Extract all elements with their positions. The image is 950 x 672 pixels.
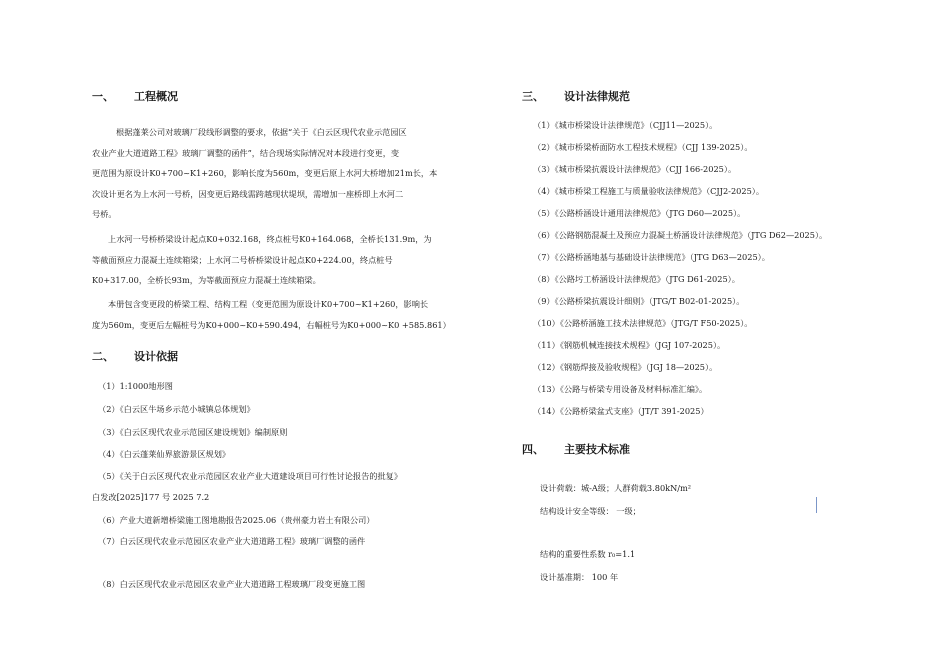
section-4-heading xyxy=(522,441,630,457)
standard-item: （13）《公路与桥梁专用设备及材料标准汇编》。 xyxy=(533,384,708,394)
section-3-heading xyxy=(522,88,630,104)
section-4-title: 主要技术标准 xyxy=(564,443,630,456)
paragraph-line: 农业产业大道道路工程》玻璃厂调整的函件”，结合现场实际情况对本段进行变更，变 xyxy=(92,147,400,158)
standard-item: （4）《城市桥梁工程施工与质量验收法律规范》（CJJ2-2025）。 xyxy=(533,186,765,196)
basis-item: （3）《白云区现代农业示范园区建设规划》编制原则 xyxy=(98,427,288,437)
basis-item: （7）白云区现代农业示范园区农业产业大道道路工程》玻璃厂调整的函件 xyxy=(98,536,366,546)
standard-item: （9）《公路桥梁抗震设计细则》（JTG/T B02-01-2025）。 xyxy=(533,296,745,306)
paragraph-line: 等截面预应力混凝土连续箱梁；上水河二号桥桥梁设计起点K0+224.00，终点桩号 xyxy=(92,254,393,265)
section-4-number: 四、 xyxy=(522,443,544,456)
section-1-paragraph-1 xyxy=(92,122,437,225)
paragraph-line: 根据蓬莱公司对玻璃厂段线形调整的要求，依据“关于《白云区现代农业示范园区 xyxy=(116,127,407,137)
section-3-number: 三、 xyxy=(522,90,544,103)
standard-item: （14）《公路桥梁盆式支座》（JT/T 391-2025） xyxy=(533,406,709,416)
basis-item: （2）《白云区牛场乡示范小城镇总体规划》 xyxy=(98,404,255,414)
basis-item: （6）产业大道新增桥梁施工图地勘报告2025.06（贵州豪力岩土有限公司） xyxy=(98,515,375,525)
standard-item: （7）《公路桥涵地基与基础设计法律规范》（JTG D63—2025）。 xyxy=(533,252,770,262)
section-2-number: 二、 xyxy=(92,350,114,363)
section-1-paragraph-2 xyxy=(92,229,432,291)
standard-item: （3）《城市桥梁抗震设计法律规范》（CJJ 166-2025）。 xyxy=(533,164,737,174)
paragraph-line: K0+317.00，全桥长93m，为等截面预应力混凝土连续箱梁。 xyxy=(92,275,321,285)
standard-item: （8）《公路圬工桥涵设计法律规范》（JTG D61-2025）。 xyxy=(533,274,740,284)
standard-item: （11）《钢筋机械连接技术规程》（JGJ 107-2025）。 xyxy=(533,340,726,350)
section-2-heading xyxy=(92,348,178,364)
paragraph-line: 上水河一号桥桥梁设计起点K0+032.168，终点桩号K0+164.068，全桥长131.9m，为 xyxy=(108,234,432,244)
paragraph-line: 次设计更名为上水河一号桥，因变更后路线需跨越现状堤坝，需增加一座桥即上水河二 xyxy=(92,188,404,199)
standard-item: （2）《城市桥梁桥面防水工程技术规程》（CJJ 139-2025）。 xyxy=(533,142,753,152)
basis-item: （5）《关于白云区现代农业示范园区农业产业大道建设项目可行性讨论报告的批复》 xyxy=(98,471,403,481)
standard-item: （1）《城市桥梁设计法律规范》（CJJ11—2025）。 xyxy=(533,120,718,130)
basis-item: （4）《白云蓬莱仙界旅游景区规划》 xyxy=(98,449,231,459)
tech-standard-safety-grade: 结构设计安全等级： 一级； xyxy=(540,506,641,516)
paragraph-line: 更范围为原设计K0+700~K1+260，影响长度为560m，变更后原上水河大桥增加21m长，本 xyxy=(92,168,438,178)
basis-item: （1）1:1000地形图 xyxy=(98,381,173,391)
basis-item-continuation: 白发改[2025]177 号 2025 7.2 xyxy=(92,492,210,502)
standard-item: （10）《公路桥涵施工技术法律规范》（JTG/T F50-2025）。 xyxy=(533,318,753,328)
section-1-paragraph-3 xyxy=(92,294,451,335)
standard-item: （5）《公路桥涵设计通用法律规范》（JTG D60—2025）。 xyxy=(533,208,746,218)
tech-standard-importance-factor: 结构的重要性系数 r₀=1.1 xyxy=(540,549,636,559)
section-3-title: 设计法律规范 xyxy=(564,90,630,103)
standard-item: （6）《公路钢筋混凝土及预应力混凝土桥涵设计法律规范》（JTG D62—2025）。 xyxy=(533,230,828,240)
text-cursor[interactable] xyxy=(816,497,817,513)
paragraph-line: 号桥。 xyxy=(92,209,117,219)
tech-standard-design-period: 设计基准期： 100 年 xyxy=(540,572,619,582)
tech-standard-design-load: 设计荷载：城-A级；人群荷载3.80kN/m² xyxy=(540,483,692,493)
basis-item: （8）白云区现代农业示范园区农业产业大道道路工程玻璃厂段变更施工图 xyxy=(98,579,366,589)
standard-item: （12）《钢筋焊接及验收规程》（JGJ 18—2025）。 xyxy=(533,362,718,372)
paragraph-line: 度为560m，变更后左幅桩号为K0+000~K0+590.494，右幅桩号为K0+000~K0 +585.861） xyxy=(92,319,451,330)
paragraph-line: 本册包含变更段的桥梁工程、结构工程（变更范围为原设计K0+700~K1+260，影响长 xyxy=(108,299,429,309)
section-1-title: 工程概况 xyxy=(134,90,178,103)
section-1-number: 一、 xyxy=(92,90,114,103)
section-1-heading xyxy=(92,88,178,104)
section-2-title: 设计依据 xyxy=(134,350,178,363)
